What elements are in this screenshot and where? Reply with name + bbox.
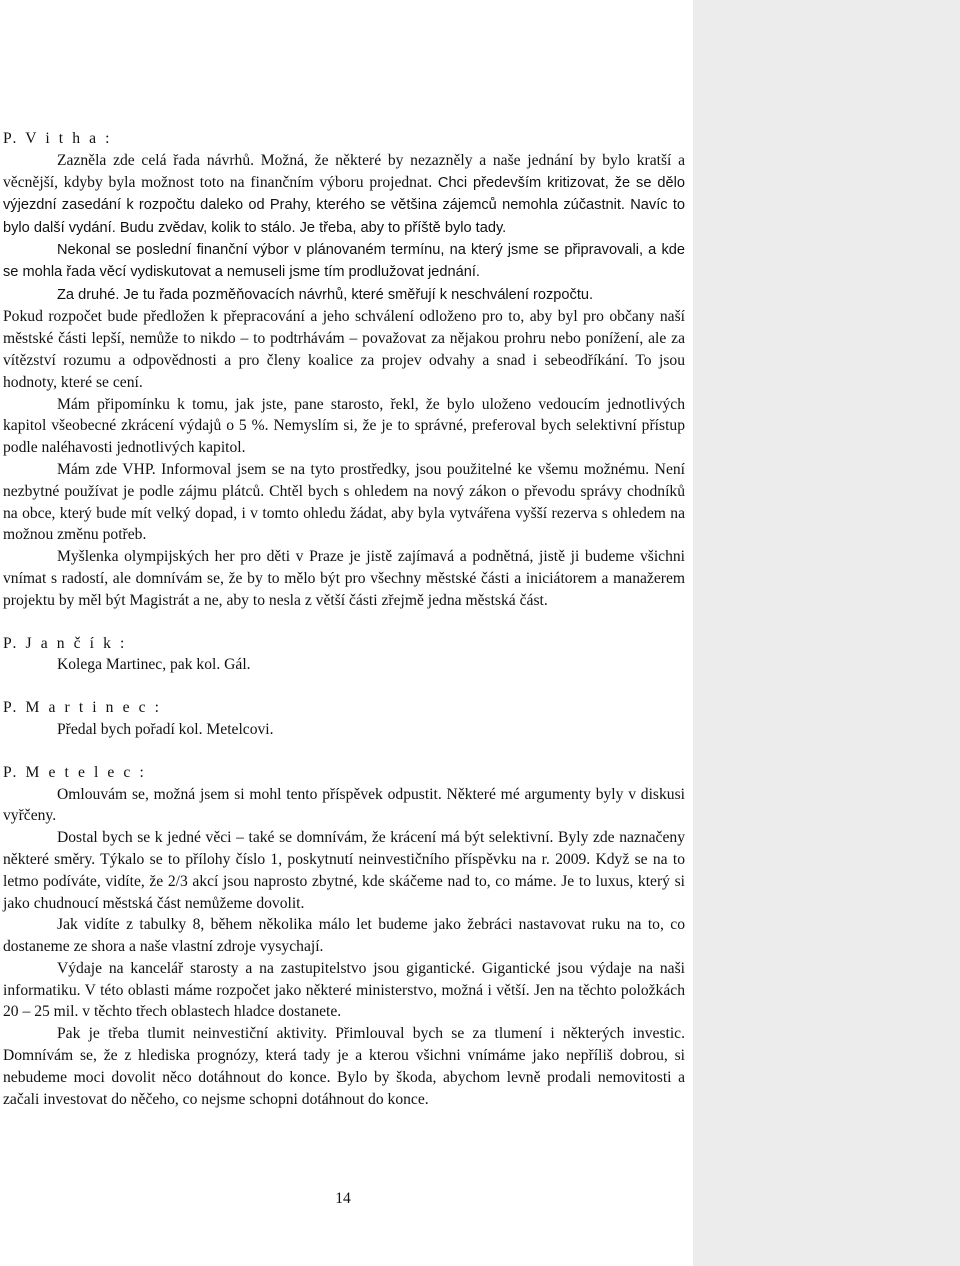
paragraph: Jak vidíte z tabulky 8, během několika málo let budeme jako žebráci nastavovat ruku na to, co dostaneme ze shora a naše vlastní zdroje vysychají. — [3, 916, 685, 956]
paragraph — [3, 284, 685, 307]
paragraph: Nekonal se poslední finanční výbor v plánovaném termínu, na který jsme se připravovali, a kde se mohla řada věcí vydiskutovat a nemuseli jsme tím prodlužovat jednání. — [3, 241, 685, 280]
speaker-metelec: P. M e t e l e c : — [3, 763, 147, 781]
paragraph: Myšlenka olympijských her pro děti v Praze je jistě zajímavá a podnětná, jistě ji budeme všichni vnímat s radostí, ale domnívám se, že by to mělo být pro všechny městské části a iniciátorem a manažerem projektu by měl být Magistrát a ne, aby to nesla z větší části zřejmě jedna městská část. — [3, 548, 685, 609]
text-span-sans: Je tu řada pozměňovacích návrhů, které směřují k neschválení rozpočtu. — [123, 286, 594, 303]
comment-margin-panel — [693, 0, 960, 1266]
paragraph: Mám zde VHP. Informoval jsem se na tyto prostředky, jsou použitelné ke všemu možnému. Není nezbytné používat je podle zájmu plátců. Chtěl bych s ohledem na nový zákon o převodu správy chodníků na obce, který bude mít velký dopad, i v tomto ohledu žádat, aby byla vytvářena vyšší rezerva s ohledem na možnou změnu potřeb. — [3, 460, 685, 544]
paragraph: Předal bych pořadí kol. Metelcovi. — [57, 720, 274, 738]
paragraph: Výdaje na kancelář starosty a na zastupitelstvo jsou gigantické. Gigantické jsou výdaje na naši informatiku. V této oblasti máme rozpočet jako některé ministerstvo, možná i větší. Jen na těchto položkách 20 – 25 mil. v těchto třech oblastech hladce dostanete. — [3, 959, 685, 1021]
paragraph — [3, 150, 685, 240]
spacer — [3, 612, 685, 633]
paragraph: Dostal bych se k jedné věci – také se domnívám, že krácení má být selektivní. Byly zde naznačeny některé směry. Týkalo se to přílohy číslo 1, poskytnutí neinvestičního příspěvku na r. 2009. Když se na to letmo podíváte, vidíte, že 2/3 akcí jsou naprosto zbytné, kde skáčeme nad to, co máme. Je to luxus, který si jako chudnoucí městská část nemůžeme dovolit. — [3, 829, 685, 912]
paragraph: Pokud rozpočet bude předložen k přepracování a jeho schválení odloženo pro to, aby byl pro občany naší městské části lepší, nemůže to nikdo – to podtrhávám – považovat za nějakou prohru nebo ponížení, ale za vítězství rozumu a odpovědnosti a pro členy koalice za projev odvahy a snad i sebeodříkání. To jsou hodnoty, které se cení. — [3, 308, 685, 391]
speaker-vitha: P. V i t h a : — [3, 130, 113, 147]
text-span-sans: Chci především kritizovat, že se dělo výjezdní zasedání k rozpočtu daleko od Prahy, kterého se většina zájemců nemohla zúčastnit. Navíc to bylo další vydání. Budu zvědav, kolik to stálo. Je třeba, aby to příště bylo tady. — [3, 174, 685, 237]
speaker-martinec: P. M a r t i n e c : — [3, 699, 162, 717]
text-span: Zazněla zde celá řada návrhů. Možná, že některé by nezazněly a naše jednání by bylo kratší a věcnější, kdyby byla možnost toto na finančním výboru projednat. — [3, 151, 685, 191]
paragraph: Omlouvám se, možná jsem si mohl tento příspěvek odpustit. Některé mé argumenty byly v diskusi vyřčeny. — [3, 785, 685, 825]
paragraph: Pak je třeba tlumit neinvestiční aktivity. Přimlouval bych se za tlumení i některých investic. Domnívám se, že z hlediska prognózy, která tady je a kterou všichni vnímáme jako nepříliš dobrou, si nebudeme moci dovolit něco dotáhnout do konce. Bylo by škoda, abychom levně prodali nemovitosti a začali investovat do něčeho, co nejsme schopni dotáhnout do konce. — [3, 1025, 685, 1108]
spacer — [3, 676, 685, 697]
page-number: 14 — [335, 1190, 351, 1207]
speaker-jancik: P. J a n č í k : — [3, 634, 127, 652]
paragraph: Kolega Martinec, pak kol. Gál. — [57, 656, 251, 674]
paragraph: Mám připomínku k tomu, jak jste, pane starosto, řekl, že bylo uloženo vedoucím jednotlivých kapitol všeobecné zkrácení výdajů o 5 %. Nemyslím si, že je to správné, preferoval bych selektivní přístup podle naléhavosti jednotlivých kapitol. — [3, 395, 685, 457]
spacer — [3, 741, 685, 762]
document-page — [3, 128, 685, 1110]
text-span-sans: Za druhé. — [57, 286, 120, 303]
